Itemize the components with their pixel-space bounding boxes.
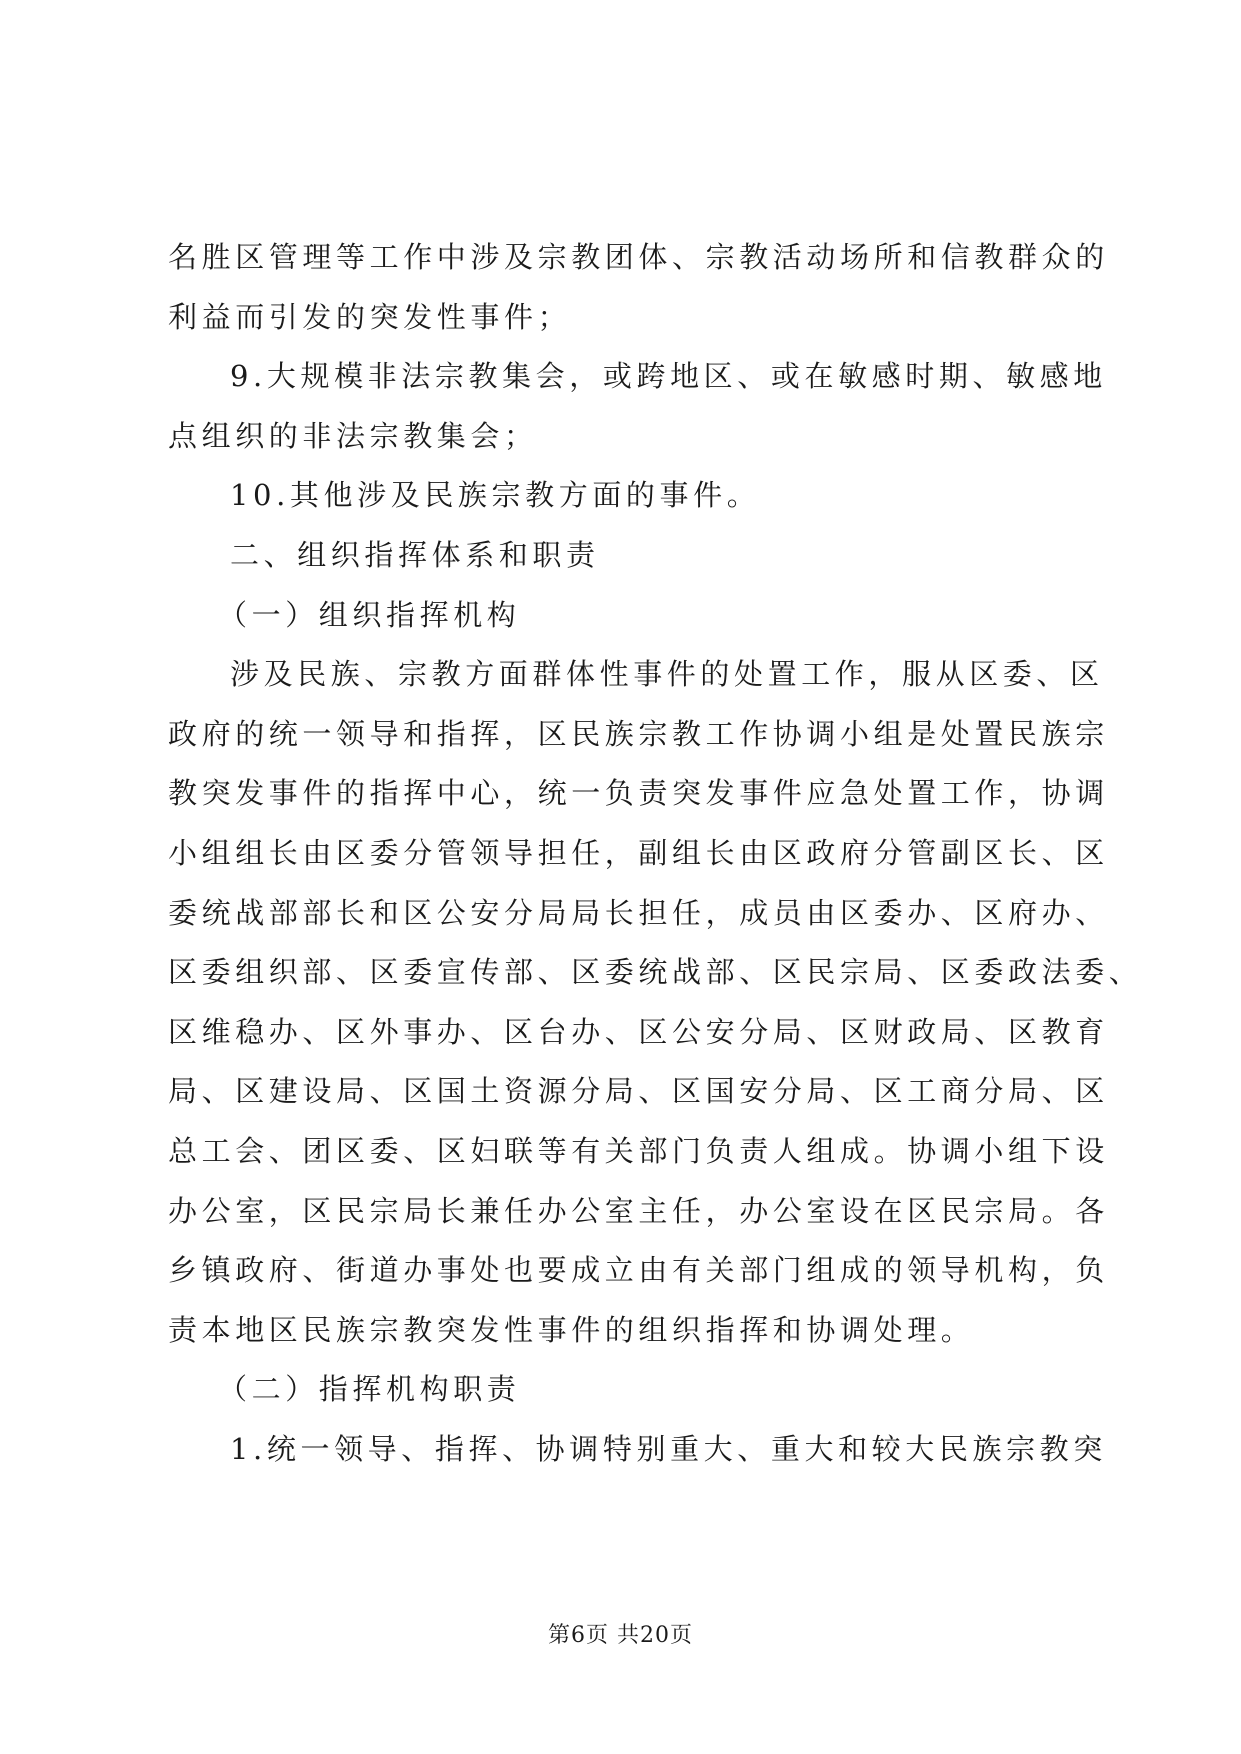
list-item: 10.其他涉及民族宗教方面的事件。 bbox=[230, 478, 761, 513]
text-line: 区委组织部、区委宣传部、区委统战部、区民宗局、区委政法委、 bbox=[168, 955, 1143, 990]
list-item: 9.大规模非法宗教集会，或跨地区、或在敏感时期、敏感地 bbox=[230, 359, 1107, 394]
text-line: 利益而引发的突发性事件； bbox=[168, 299, 572, 334]
body-text bbox=[168, 228, 1143, 1479]
text-line: 责本地区民族宗教突发性事件的组织指挥和协调处理。 bbox=[168, 1312, 975, 1347]
text-line: 委统战部部长和区公安分局局长担任，成员由区委办、区府办、 bbox=[168, 895, 1109, 930]
text-line: 局、区建设局、区国土资源分局、区国安分局、区工商分局、区 bbox=[168, 1074, 1109, 1109]
text-line: 名胜区管理等工作中涉及宗教团体、宗教活动场所和信教群众的 bbox=[168, 240, 1109, 274]
subsection-heading: （二）指挥机构职责 bbox=[218, 1372, 521, 1407]
text-line: 政府的统一领导和指挥，区民族宗教工作协调小组是处置民族宗 bbox=[168, 716, 1109, 751]
section-heading: 二、组织指挥体系和职责 bbox=[230, 537, 600, 572]
text-line: 点组织的非法宗教集会； bbox=[168, 418, 538, 453]
text-line: 乡镇政府、街道办事处也要成立由有关部门组成的领导机构，负 bbox=[168, 1253, 1109, 1288]
subsection-heading: （一）组织指挥机构 bbox=[218, 597, 521, 632]
text-line: 小组组长由区委分管领导担任，副组长由区政府分管副区长、区 bbox=[168, 835, 1109, 870]
page-number: 第6页 共20页 bbox=[548, 1623, 693, 1648]
text-line: 涉及民族、宗教方面群体性事件的处置工作，服从区委、区 bbox=[230, 657, 1104, 692]
text-line: 区维稳办、区外事办、区台办、区公安分局、区财政局、区教育 bbox=[168, 1014, 1109, 1049]
text-line: 办公室，区民宗局长兼任办公室主任，办公室设在区民宗局。各 bbox=[168, 1193, 1109, 1228]
list-item: 1.统一领导、指挥、协调特别重大、重大和较大民族宗教突 bbox=[230, 1431, 1107, 1466]
text-line: 教突发事件的指挥中心，统一负责突发事件应急处置工作，协调 bbox=[168, 776, 1109, 811]
text-line: 总工会、团区委、区妇联等有关部门负责人组成。协调小组下设 bbox=[168, 1133, 1109, 1168]
